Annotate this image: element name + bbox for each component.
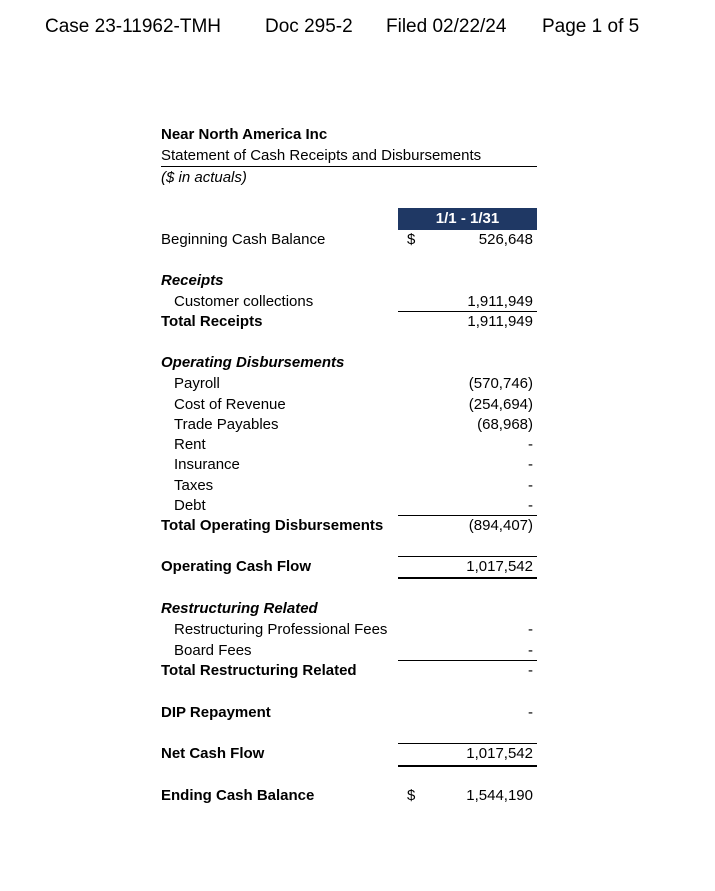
operating-heading: Operating Disbursements (161, 354, 345, 371)
period-column-header: 1/1 - 1/31 (398, 208, 537, 230)
filed-date: Filed 02/22/24 (386, 16, 507, 37)
line-item-value: - (528, 477, 533, 494)
ending-cash-value: 1,544,190 (466, 787, 533, 804)
line-item-value: - (528, 621, 533, 638)
line-item-value: - (528, 497, 533, 514)
beginning-cash-label: Beginning Cash Balance (161, 231, 326, 248)
beginning-cash-value: 526,648 (478, 231, 533, 248)
line-item-label: Trade Payables (174, 416, 279, 433)
subtotal-rule (398, 556, 537, 557)
line-item-label: Cost of Revenue (174, 396, 286, 413)
subtotal-rule (398, 743, 537, 744)
line-item-label: Customer collections (174, 293, 314, 310)
line-item-value: 1,911,949 (467, 293, 533, 310)
total-operating-value: (894,407) (468, 517, 533, 534)
line-item-label: Restructuring Professional Fees (174, 621, 388, 638)
ending-cash-label: Ending Cash Balance (161, 787, 315, 804)
subtotal-rule (398, 311, 537, 312)
line-item-label: Insurance (174, 456, 240, 473)
title-underline (161, 166, 537, 167)
currency-symbol: $ (407, 787, 416, 804)
currency-symbol: $ (407, 231, 416, 248)
net-cash-flow-value: 1,017,542 (466, 745, 533, 762)
statement-title: Statement of Cash Receipts and Disbursements (161, 147, 482, 164)
page-number: Page 1 of 5 (542, 16, 640, 37)
line-item-label: Taxes (174, 477, 214, 494)
total-restructuring-value: - (528, 662, 533, 679)
total-double-rule (398, 577, 537, 579)
total-receipts-value: 1,911,949 (467, 313, 533, 330)
line-item-label: Debt (174, 497, 206, 514)
line-item-value: - (528, 642, 533, 659)
dip-repayment-value: - (528, 704, 533, 721)
total-receipts-label: Total Receipts (161, 313, 263, 330)
total-double-rule (398, 765, 537, 767)
operating-cash-flow-value: 1,017,542 (466, 558, 533, 575)
receipts-heading: Receipts (161, 272, 224, 289)
units-note: ($ in actuals) (161, 169, 247, 186)
case-number: Case 23-11962-TMH (45, 16, 222, 37)
subtotal-rule (398, 515, 537, 516)
restructuring-heading: Restructuring Related (161, 600, 318, 617)
line-item-label: Payroll (174, 375, 220, 392)
line-item-value: (570,746) (468, 375, 533, 392)
total-operating-label: Total Operating Disbursements (161, 517, 384, 534)
line-item-value: - (528, 456, 533, 473)
line-item-value: (68,968) (477, 416, 533, 433)
line-item-label: Board Fees (174, 642, 252, 659)
line-item-value: - (528, 436, 533, 453)
doc-number: Doc 295-2 (265, 16, 353, 37)
company-name: Near North America Inc (161, 126, 328, 143)
subtotal-rule (398, 660, 537, 661)
operating-cash-flow-label: Operating Cash Flow (161, 558, 312, 575)
total-restructuring-label: Total Restructuring Related (161, 662, 357, 679)
dip-repayment-label: DIP Repayment (161, 704, 271, 721)
line-item-value: (254,694) (468, 396, 533, 413)
net-cash-flow-label: Net Cash Flow (161, 745, 265, 762)
line-item-label: Rent (174, 436, 206, 453)
